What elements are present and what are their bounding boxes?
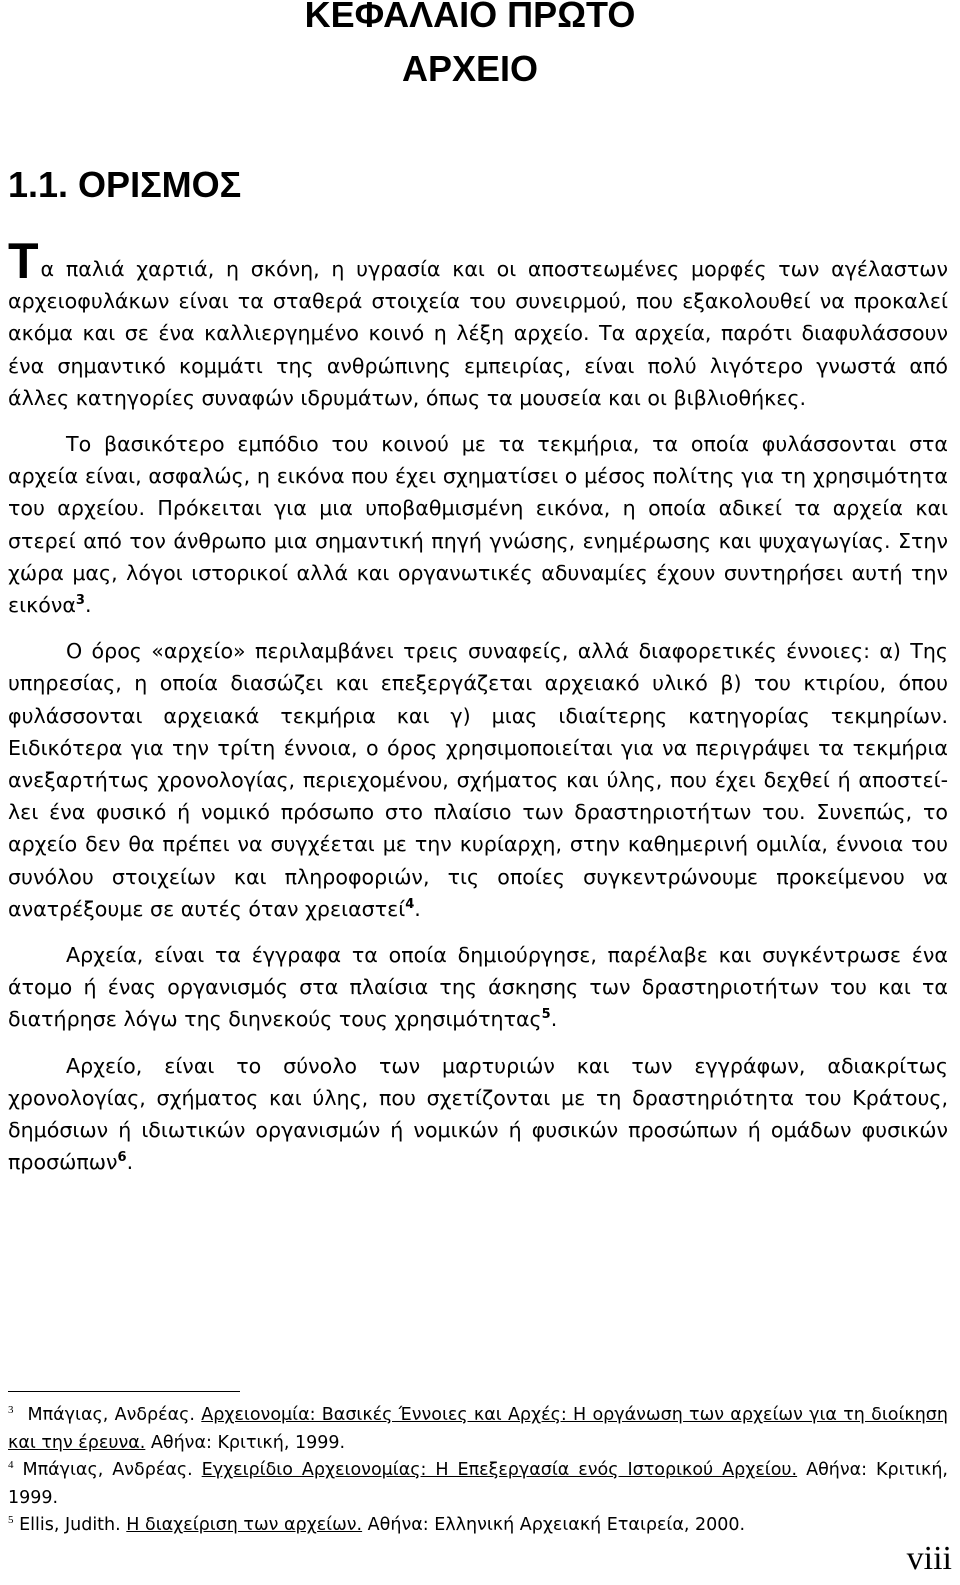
footnote-ref-4[interactable]: 4 [405, 897, 415, 912]
footnote-4 [8, 1457, 948, 1512]
footnote-number: 5 [8, 1514, 14, 1527]
footnote-ref-6[interactable]: 6 [117, 1150, 127, 1166]
footnote-title: Αρχειονομία: Βασικές Έννοιες και Αρχές: Η οργάνωση των αρχείων για τη διοίκηση και την έρευνα. [8, 1405, 948, 1453]
paragraph-1-text: α παλιά χαρτιά, η σκόνη, η υγρασία και οι αποστεωμένες μορφές των αγέλαστων αρχειοφυλάκων είναι τα σταθερά στοιχεία του συνειρμού, που εξακολουθεί να προκαλεί ακόμα και σε ένα καλλιεργημένο κοινό η λέξη αρχείο. Τα αρχεία, παρότι διαφυλάσσουν ένα σημαντικό κομμάτι της ανθρώπινης εμπειρίας, είναι πολύ λιγότερο γνωστά από άλλες κατηγορίες συναφών ιδρυμάτων, όπως τα μουσεία και οι βιβλιοθήκες. [8, 257, 948, 410]
footnote-author: Ellis, Judith. [19, 1515, 121, 1535]
footnotes [8, 1402, 948, 1540]
footnote-number: 4 [8, 1459, 14, 1472]
footnote-divider [8, 1391, 240, 1392]
paragraph-5-end: . [126, 1150, 134, 1175]
footnote-author: Μπάγιας, Ανδρέας. [27, 1405, 195, 1425]
paragraph-2-end: . [84, 593, 92, 618]
footnote-title: Εγχειρίδιο Αρχειονομίας: Η Επεξεργασία ενός Ιστορικού Αρχείου. [201, 1460, 798, 1480]
paragraph-3-text: Ο όρος «αρχείο» περιλαμβάνει τρεις συναφείς, αλλά διαφορετικές έννοιες: α) Της υπηρεσίας, η οποία διασώζει και επεξεργάζεται αρχειακό υλικό β) του κτιρίου, όπου φυλάσσονται αρχειακά τεκμήρια και γ) μιας ιδιαίτερης κατηγορίας τεκμηρίων. Ειδικότερα για την τρίτη έννοια, ο όρος χρησιμοποιείται για να περιγράψει τα τεκμήρια ανεξαρτήτως χρονολογίας, περιεχομένου, σχήματος και ύλης, που έχει δεχθεί ή αποστείλει ένα φυσικό ή νομικό πρόσωπο στο πλαίσιο των δραστηριοτήτων του. Συνεπώς, το αρχείο δεν θα πρέπει να συγχέεται με την κυρίαρχη, στην καθημερινή ομιλία, έννοια του συνόλου στοιχείων και πληροφοριών, τις οποίες συγκεντρώνουμε προκείμενου να ανατρέξουμε σε αυτές όταν χρειαστεί [8, 639, 948, 921]
footnote-ref-5[interactable]: 5 [541, 1007, 551, 1023]
footnote-title: Η διαχείριση των αρχείων. [126, 1515, 363, 1535]
paragraph-4-text: Αρχεία, είναι τα έγγραφα τα οποία δημιούργησε, παρέλαβε και συγκέντρωσε ένα άτομο ή ένας οργανισμός στα πλαίσια της άσκησης των δραστηριοτήτων του και τα διατήρησε λόγω της διηνεκούς τους χρησιμότητας [8, 943, 948, 1032]
paragraph-1 [8, 233, 948, 414]
paragraph-2 [8, 428, 948, 621]
footnote-3 [8, 1402, 948, 1457]
section-title: 1.1. ΟΡΙΣΜΟΣ [8, 164, 242, 205]
footnote-5 [8, 1512, 948, 1540]
paragraph-5-text: Αρχείο, είναι το σύνολο των μαρτυριών και των εγγράφων, αδιακρίτως χρονολογίας, σχήματος και ύλης, που σχετίζονται με τη δραστηριότητα του Κράτους, δημόσιων ή ιδιωτικών οργανισμών ή νομικών ή φυσικών προσώπων ή ομάδων φυσικών προσώπων [8, 1053, 948, 1175]
paragraph-3 [8, 635, 948, 925]
footnote-ref-3[interactable]: 3 [75, 593, 85, 609]
paragraph-2-text: Το βασικότερο εμπόδιο του κοινού με τα τεκμήρια, τα οποία φυλάσσονται στα αρχεία είναι, ασφαλώς, η εικόνα που έχει σχηματίσει ο μέσος πολίτης για τη χρησιμότητα του αρχείου. Πρόκειται για μια υποβαθμισμένη εικόνα, η οποία αδικεί τα αρχεία και στερεί από τον άνθρωπο μια σημαντική πηγή γνώσης, ενημέρωσης και ψυχαγωγίας. Στην χώρα μας, λόγοι ιστορικοί αλλά και οργανωτικές αδυναμίες έχουν συντηρήσει αυτή την εικόνα [8, 432, 948, 618]
paragraph-4 [8, 939, 948, 1036]
paragraph-5 [8, 1050, 948, 1179]
footnote-author: Μπάγιας, Ανδρέας. [22, 1460, 193, 1480]
footnote-publisher: Αθήνα: Ελληνική Αρχειακή Εταιρεία, 2000. [367, 1515, 746, 1535]
footnote-publisher: Αθήνα: Κριτική, 1999. [8, 1460, 948, 1508]
chapter-title: ΚΕΦΑΛΑΙΟ ΠΡΩΤΟ [304, 0, 636, 35]
chapter-subtitle: ΑΡΧΕΙΟ [401, 48, 539, 89]
body-text [8, 233, 948, 1192]
page-number: viii [906, 1540, 952, 1577]
footnote-publisher: Αθήνα: Κριτική, 1999. [150, 1432, 346, 1453]
drop-cap: Τ [8, 233, 39, 289]
paragraph-3-end: . [414, 896, 421, 921]
paragraph-4-end: . [550, 1007, 558, 1032]
footnote-number: 3 [8, 1404, 14, 1417]
